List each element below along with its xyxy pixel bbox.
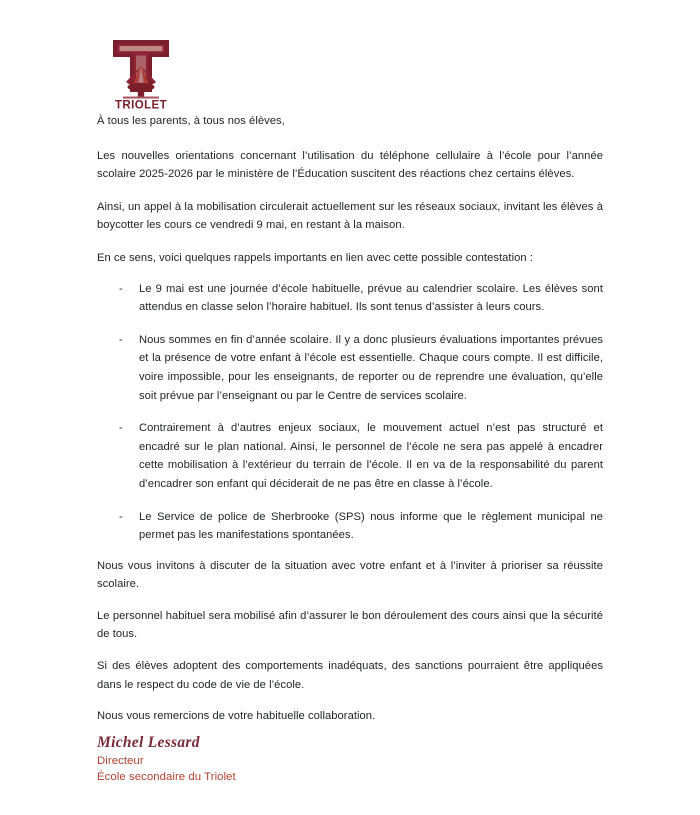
signature-role: Directeur [97, 755, 144, 767]
closing-paragraph-1: Nous vous invitons à discuter de la situation avec votre enfant et à l’inviter à prioriser sa réussite scolaire. [97, 559, 603, 591]
triolet-school-logo-icon [105, 36, 177, 110]
lead-in-paragraph: En ce sens, voici quelques rappels importants en lien avec cette possible contestation : [97, 251, 533, 264]
signature-block [97, 733, 497, 785]
closing-paragraph-2: Le personnel habituel sera mobilisé afin d’assurer le bon déroulement des cours ainsi que la sécurité de tous. [97, 609, 603, 641]
closing-paragraph-4: Nous vous remercions de votre habituelle collaboration. [97, 710, 376, 723]
list-item [97, 331, 603, 405]
bullet-marker-icon: - [119, 282, 123, 295]
reminders-list [97, 280, 603, 545]
list-item [97, 508, 603, 545]
bullet-marker-icon: - [119, 510, 123, 523]
letter-body [97, 112, 603, 739]
list-item-text: Contrairement à d’autres enjeux sociaux, le mouvement actuel n’est pas structuré et encadré sur le plan national. Ainsi, le personnel de l’école ne sera pas appelé à encadrer cette mobilisation à l’extérieur du terrain de l’école. Il en va de la responsabilité du parent d’encadrer son enfant qui déciderait de ne pas être en classe à l’école. [139, 422, 603, 490]
list-item-text: Le 9 mai est une journée d’école habituelle, prévue au calendrier scolaire. Les élèves sont attendus en classe selon l’horaire habituel. Ils sont tenus d’assister à leurs cours. [139, 282, 603, 314]
signature-name: Michel Lessard [97, 734, 200, 751]
intro-paragraph-2: Ainsi, un appel à la mobilisation circulerait actuellement sur les réseaux sociaux, invitant les élèves à boycotter les cours ce vendredi 9 mai, en restant à la maison. [97, 200, 603, 232]
salutation: À tous les parents, à tous nos élèves, [97, 115, 285, 127]
list-item-text: Le Service de police de Sherbrooke (SPS) nous informe que le règlement municipal ne permet pas les manifestations spontanées. [139, 510, 603, 542]
bullet-marker-icon: - [119, 333, 123, 346]
intro-paragraph-1: Les nouvelles orientations concernant l’utilisation du téléphone cellulaire à l’école pour l’année scolaire 2025-2026 par le ministère de l’Éducation suscitent des réactions chez certains élèves. [97, 149, 603, 181]
logo-wordmark: TRIOLET [115, 99, 167, 110]
list-item-text: Nous sommes en fin d’année scolaire. Il y a donc plusieurs évaluations importantes prévues et la présence de votre enfant à l’école est essentielle. Chaque cours compte. Il est difficile, voire impossible, pour les enseignants, de reporter ou de reprendre une évaluation, qu’elle soit prévue par l’enseignant ou par le Centre de services scolaire. [139, 333, 603, 402]
list-item [97, 280, 603, 317]
letterhead [105, 36, 177, 110]
logo-supertext [123, 97, 159, 99]
closing-paragraph-3: Si des élèves adoptent des comportements inadéquats, des sanctions pourraient être appliquées dans le respect du code de vie de l’école. [97, 660, 603, 691]
bullet-marker-icon: - [119, 422, 123, 435]
list-item [97, 419, 603, 493]
signature-organization: École secondaire du Triolet [97, 770, 236, 783]
